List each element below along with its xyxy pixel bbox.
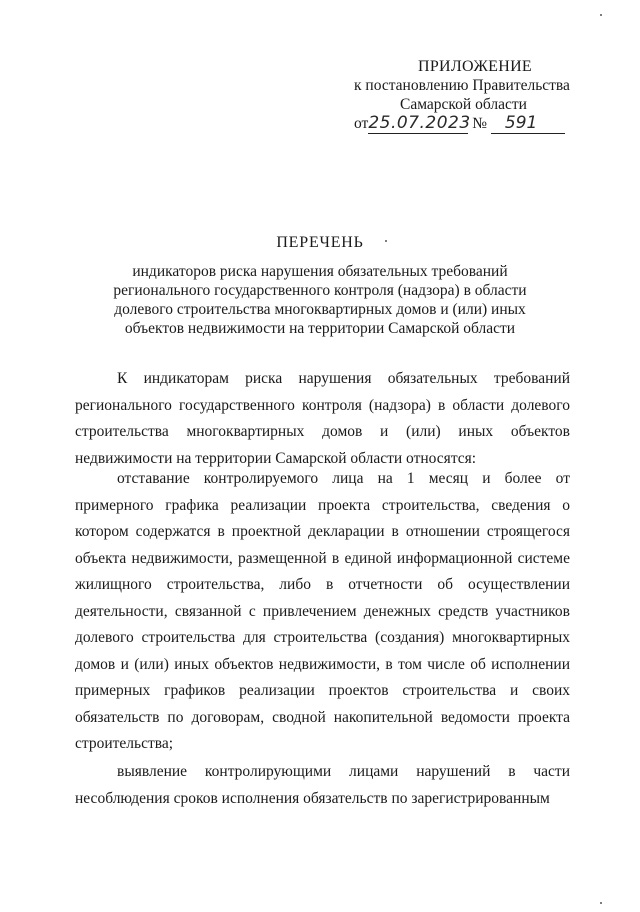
number-sign: № bbox=[472, 115, 487, 132]
paragraph-text: выявление контролирующими лицами нарушений в части несоблюдения сроков исполнения обязательств по зарегистрированным bbox=[75, 763, 570, 807]
paragraph-intro bbox=[75, 366, 570, 472]
appendix-block bbox=[330, 57, 590, 136]
paragraph-text: отставание контролируемого лица на 1 месяц и более от примерного графика реализации проекта строительства, сведения о котором содержатся в проектной декларации в отношении строящегося объекта недвижимости, размещенной в единой информационной системе жилищного строительства, либо в отчетности об осуществлении деятельности, связанной с привлечением денежных средств участников долевого строительства для строительства (создания) многоквартирных домов и (или) иных объектов недвижимости, в том числе об исполнении примерных графиков реализации проектов строительства и своих обязательств по договорам, сводной накопительной ведомости проекта строительства; bbox=[75, 470, 570, 752]
paragraph-item-1 bbox=[75, 466, 570, 758]
date-prefix: от bbox=[354, 115, 369, 132]
document-title: ПЕРЕЧЕНЬ bbox=[276, 234, 364, 251]
scan-speck bbox=[600, 14, 602, 16]
appendix-decree-line: к постановлению Правительства bbox=[354, 77, 570, 94]
scan-speck bbox=[385, 240, 387, 242]
appendix-title: ПРИЛОЖЕНИЕ bbox=[418, 58, 533, 75]
appendix-date-line bbox=[354, 114, 590, 136]
paragraph-text: К индикаторам риска нарушения обязательных требований регионального государственного контроля (надзора) в области долевого строительства многоквартирных домов и (или) иных объектов недвижимости на территории Самарской области относятся: bbox=[75, 370, 570, 467]
document-subtitle: индикаторов риска нарушения обязательных требований регионального государственного контроля (надзора) в области долевого строительства многоквартирных домов и (или) иных объектов недвижимости на территории Самарской области bbox=[113, 263, 527, 337]
handwritten-number: 591 bbox=[491, 114, 565, 134]
appendix-region-line: Самарской области bbox=[400, 96, 527, 113]
handwritten-date: 25.07.2023 bbox=[368, 113, 471, 133]
paragraph-item-2 bbox=[75, 759, 570, 812]
scan-speck bbox=[600, 902, 602, 904]
